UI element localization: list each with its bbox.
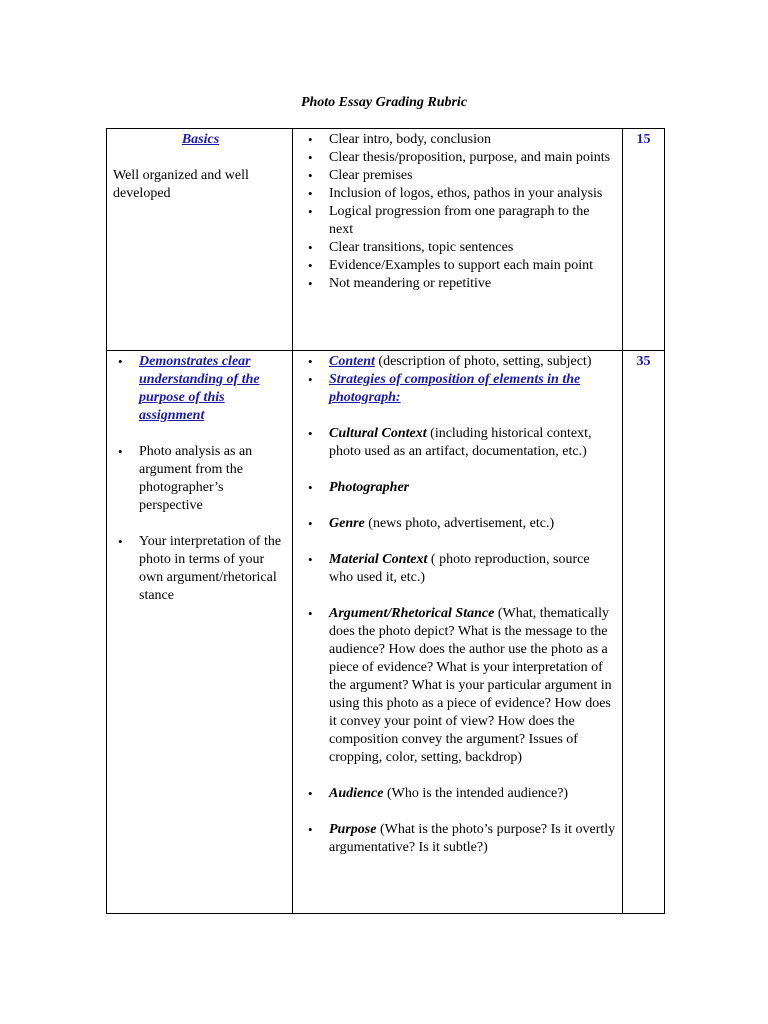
criteria-label: Purpose [329, 822, 377, 837]
basics-heading: Basics [181, 132, 220, 147]
points-value: 15 [636, 132, 651, 147]
criteria-item [299, 785, 616, 803]
criteria-text: (including historical context, photo used as an artifact, documentation, etc.) [329, 426, 592, 459]
criteria-item: • Clear intro, body, conclusion [299, 131, 616, 149]
criteria-text: (description of photo, setting, subject) [374, 354, 592, 369]
rubric-table [106, 128, 665, 914]
criteria-text: (What is the photo’s purpose? Is it overtly argumentative? Is it subtle?) [329, 822, 616, 855]
category-item: • Your interpretation of the photo in terms of your own argument/rhetorical stance [109, 533, 288, 605]
criteria-item: • Inclusion of logos, ethos, pathos in your analysis [299, 185, 616, 203]
criteria-item [299, 425, 616, 461]
document-title: Photo Essay Grading Rubric [300, 95, 468, 110]
criteria-cell [293, 129, 623, 351]
criteria-item: • Clear transitions, topic sentences [299, 239, 616, 257]
points-cell [623, 129, 665, 351]
criteria-list [299, 353, 616, 857]
purpose-understanding-link: Demonstrates clear understanding of the purpose of this assignment [139, 354, 260, 423]
criteria-item [299, 821, 616, 857]
criteria-list [299, 131, 616, 293]
criteria-label: Material Context [329, 552, 428, 567]
points-value: 35 [636, 354, 651, 369]
rubric-row-basics [107, 129, 665, 351]
criteria-text: (Who is the intended audience?) [383, 786, 569, 801]
criteria-item: • Clear thesis/proposition, purpose, and main points [299, 149, 616, 167]
basics-description: Well organized and well developed [113, 168, 249, 201]
criteria-label: Genre [329, 516, 365, 531]
category-cell [107, 129, 293, 351]
criteria-item: • Not meandering or repetitive [299, 275, 616, 293]
criteria-text: (What, thematically does the photo depict? What is the message to the audience? How does the author use the photo as a piece of evidence? What is your interpretation of the argument? What is your particular argument in using this photo as a piece of evidence? How does it convey your point of view? How does the composition convey the argument? Issues of cropping, color, setting, backdrop) [329, 606, 612, 765]
category-cell [107, 351, 293, 914]
criteria-label: Strategies of composition of elements in the photograph: [329, 372, 581, 405]
criteria-item [299, 479, 616, 497]
points-cell [623, 351, 665, 914]
rubric-row-analysis [107, 351, 665, 914]
criteria-label: Cultural Context [329, 426, 427, 441]
criteria-item: • Evidence/Examples to support each main point [299, 257, 616, 275]
category-item [109, 353, 288, 425]
criteria-item [299, 605, 616, 767]
criteria-item: • Logical progression from one paragraph to the next [299, 203, 616, 239]
criteria-cell [293, 351, 623, 914]
criteria-text: ( photo reproduction, source who used it, etc.) [329, 552, 590, 585]
criteria-item [299, 515, 616, 533]
criteria-label: Argument/Rhetorical Stance [329, 606, 495, 621]
criteria-label: Photographer [329, 480, 410, 495]
category-list [109, 353, 288, 605]
criteria-item: • Clear premises [299, 167, 616, 185]
criteria-label: Content [329, 354, 375, 369]
criteria-item [299, 551, 616, 587]
category-item: • Photo analysis as an argument from the photographer’s perspective [109, 443, 288, 515]
criteria-text: (news photo, advertisement, etc.) [364, 516, 555, 531]
criteria-item [299, 371, 616, 407]
criteria-item [299, 353, 616, 371]
criteria-label: Audience [329, 786, 384, 801]
